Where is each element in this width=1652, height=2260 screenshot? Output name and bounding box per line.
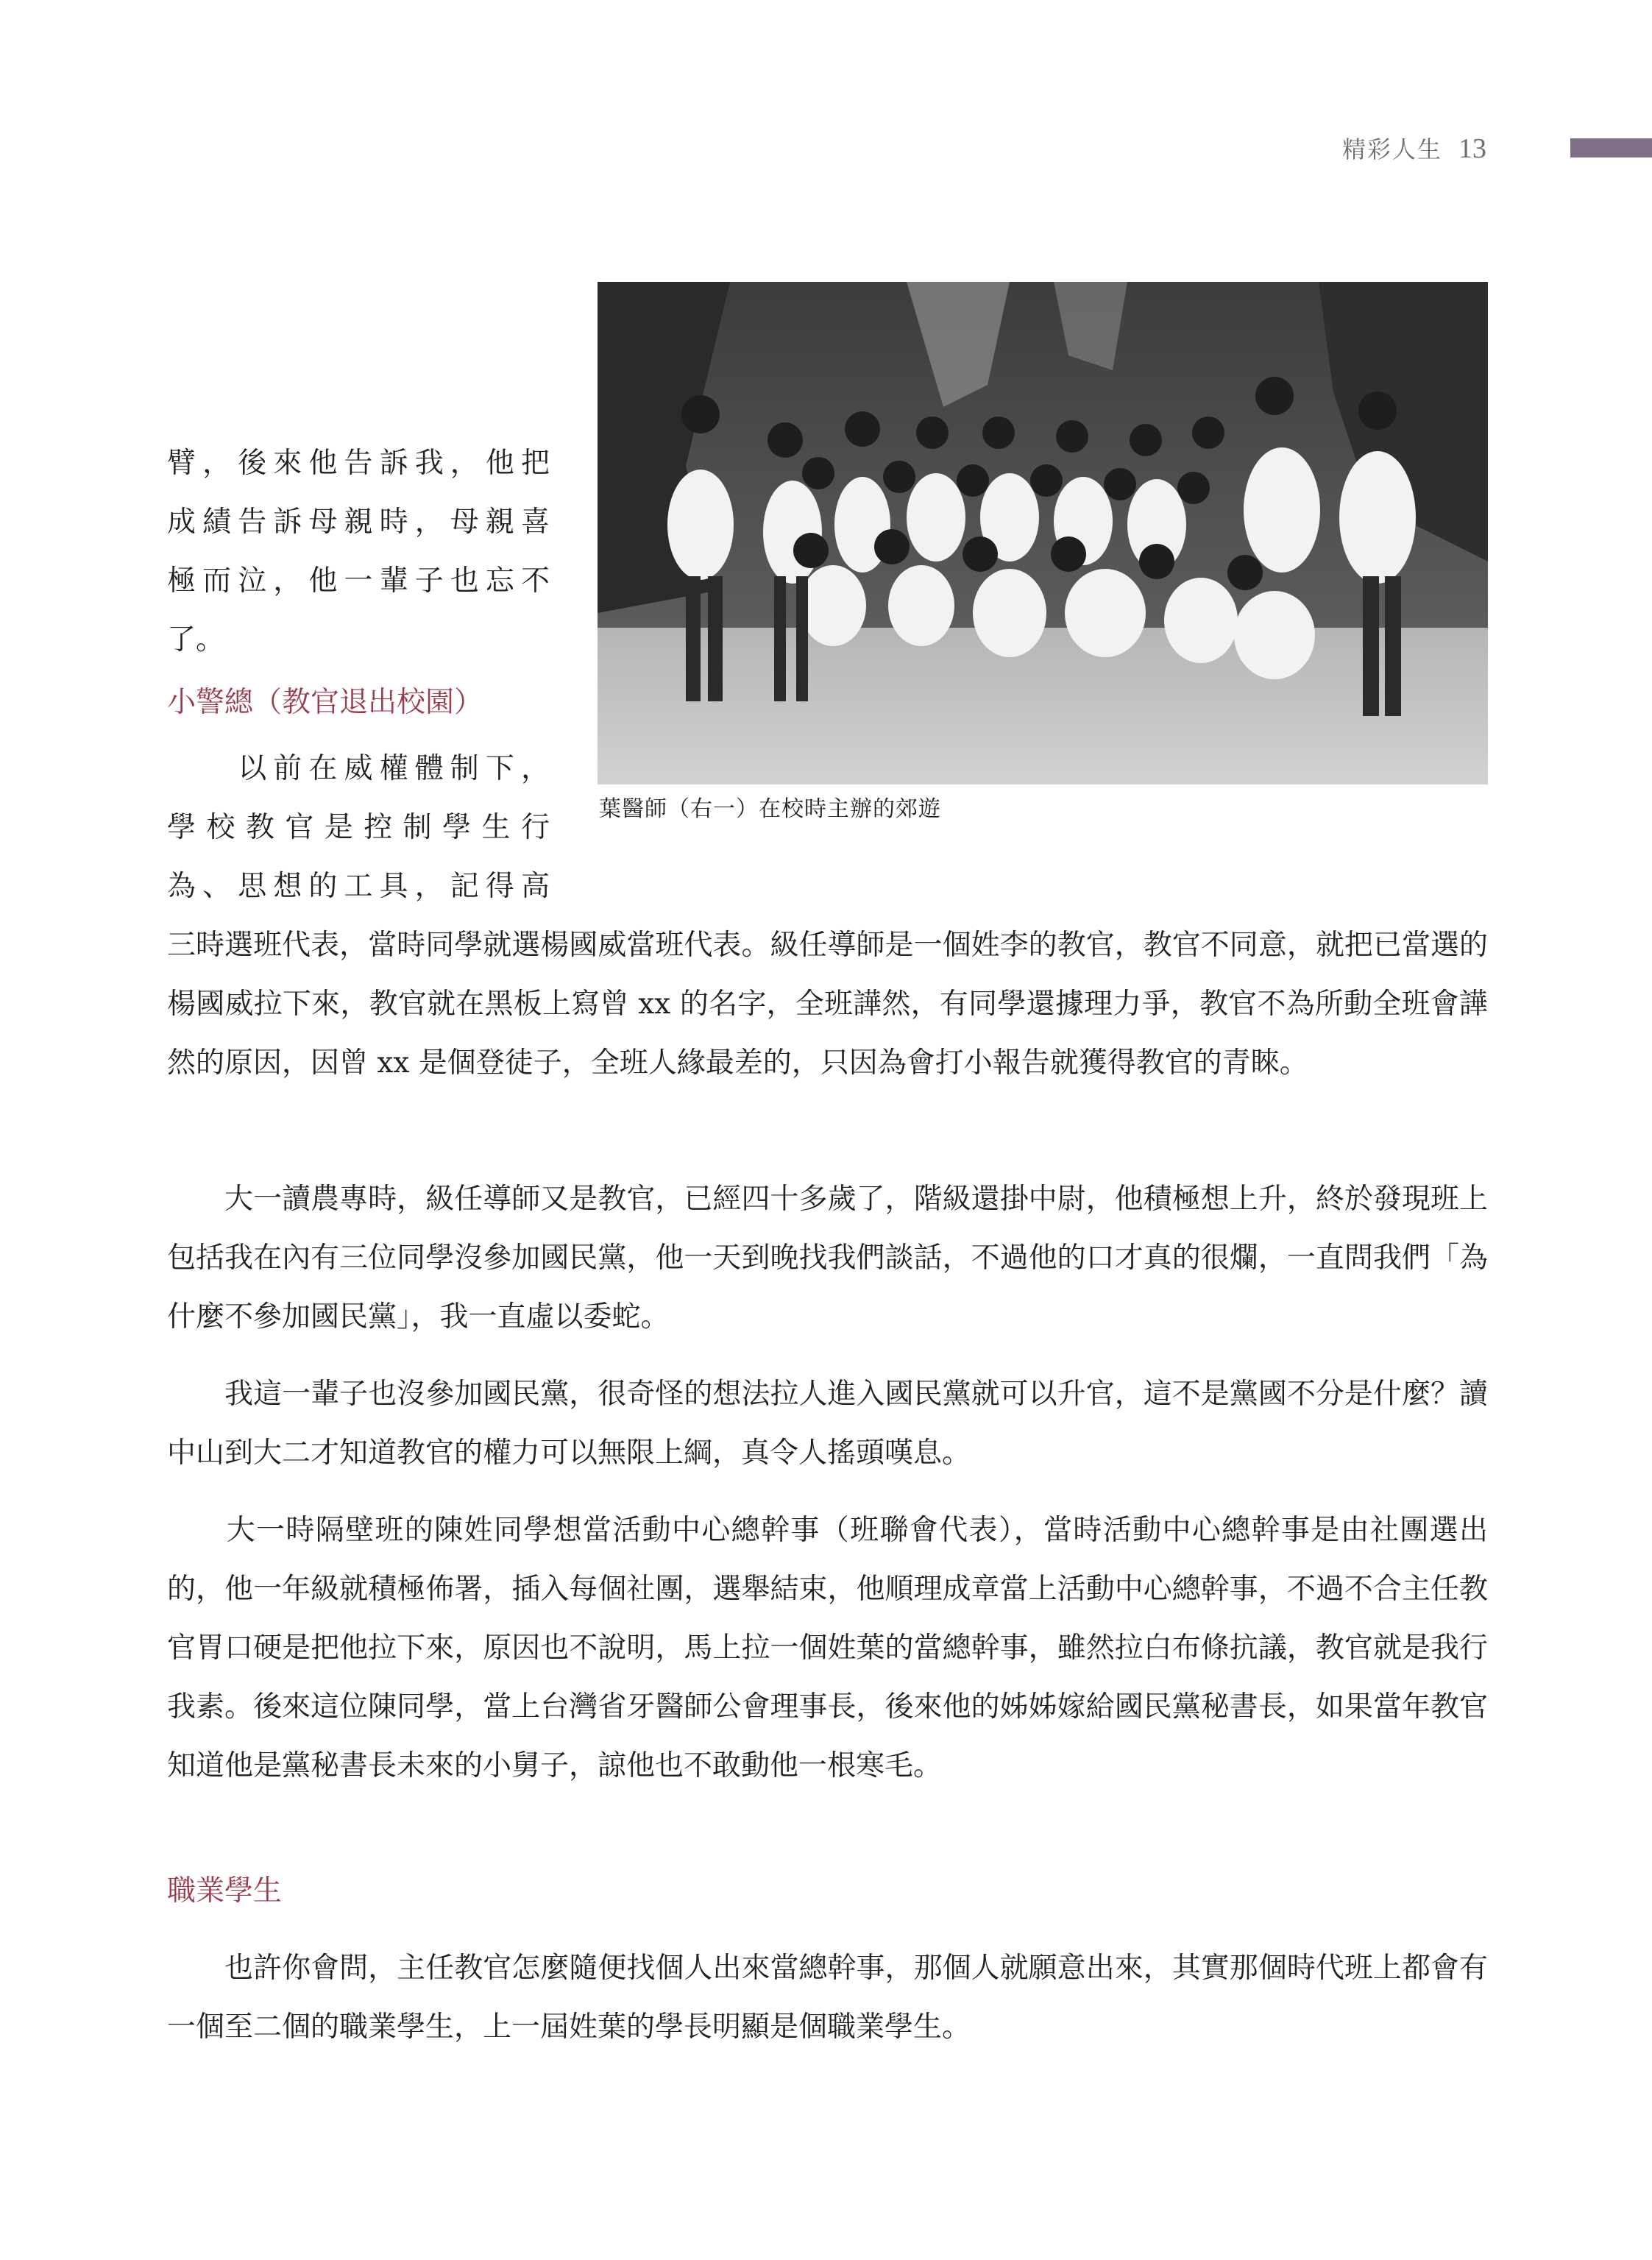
intro-line: 臂，後來他告訴我，他把 xyxy=(167,447,550,480)
section-heading: 職業學生 xyxy=(167,1874,283,1907)
page-number: 13 xyxy=(1458,133,1486,164)
paragraph: 大一讀農專時，級任導師又是教官，已經四十多歲了，階級還掛中尉，他積極想上升，終於發現班上包括我在內有三位同學沒參加國民黨，他一天到晚找我們談話，不過他的口才真的很爛，一直問我們「為什麼不參加國民黨」，我一直虛以委蛇。 xyxy=(167,1183,1488,1333)
running-head xyxy=(1342,131,1486,165)
intro-line: 了。 xyxy=(167,623,225,656)
paragraph: 我這一輩子也沒參加國民黨，很奇怪的想法拉人進入國民黨就可以升官，這不是黨國不分是什麼？讀中山到大二才知道教官的權力可以無限上綱，真令人搖頭嘆息。 xyxy=(167,1378,1488,1470)
group-photo-image xyxy=(598,282,1488,784)
intro-line: 成績告訴母親時，母親喜 xyxy=(167,506,550,539)
group-photo xyxy=(598,282,1488,784)
section-title: 精彩人生 xyxy=(1341,135,1442,163)
chapter-tab xyxy=(1570,138,1652,157)
paragraph: 大一時隔壁班的陳姓同學想當活動中心總幹事（班聯會代表），當時活動中心總幹事是由社團選出的，他一年級就積極佈署，插入每個社團，選舉結束，他順理成章當上活動中心總幹事，不過不合主任教官胃口硬是把他拉下來，原因也不說明，馬上拉一個姓葉的當總幹事，雖然拉白布條抗議，教官就是我行我素。後來這位陳同學，當上台灣省牙醫師公會理事長，後來他的姊姊嫁給國民黨秘書長，如果當年教官知道他是黨秘書長未來的小舅子，諒他也不敢動他一根寒毛。 xyxy=(167,1514,1488,1782)
paragraph: 也許你會問，主任教官怎麼隨便找個人出來當總幹事，那個人就願意出來，其實那個時代班上都會有一個至二個的職業學生，上一屆姓葉的學長明顯是個職業學生。 xyxy=(167,1952,1488,2044)
paragraph-line: 學校教官是控制學生行 xyxy=(167,811,550,844)
intro-line: 極而泣，他一輩子也忘不 xyxy=(167,564,550,598)
section-heading: 小警總（教官退出校園） xyxy=(167,686,483,719)
paragraph-line: 為、思想的工具，記得高 xyxy=(167,870,550,903)
paragraph-line: 以前在威權體制下， xyxy=(167,752,550,785)
paragraph: 三時選班代表，當時同學就選楊國威當班代表。級任導師是一個姓李的教官，教官不同意，就把已當選的楊國威拉下來，教官就在黑板上寫曾 xx 的名字，全班譁然，有同學還據理力爭，教官不為所動全班會譁然的原因，因曾 xx 是個登徒子，全班人緣最差的，只因為會打小報告就獲得教官的青睞。 xyxy=(167,929,1488,1080)
photo-caption: 葉醫師（右一）在校時主辦的郊遊 xyxy=(599,796,941,822)
